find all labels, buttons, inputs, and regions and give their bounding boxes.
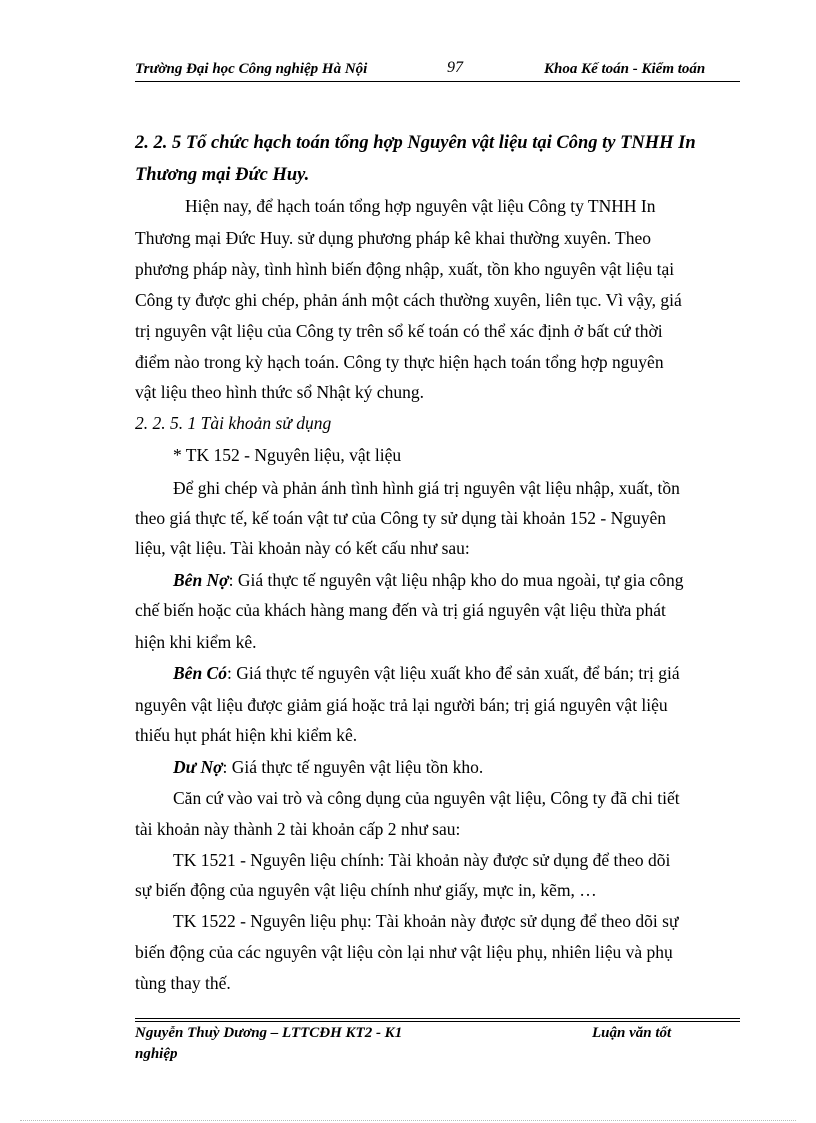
detail-line: Căn cứ vào vai trò và công dụng của nguyên vật liệu, Công ty đã chi tiết xyxy=(173,788,680,808)
tk152-line: * TK 152 - Nguyên liệu, vật liệu xyxy=(173,445,402,465)
section-title-line-1: 2. 2. 5 Tổ chức hạch toán tổng hợp Nguyên vật liệu tại Công ty TNHH In xyxy=(135,133,696,153)
footer-thesis-cont: nghiệp xyxy=(135,1046,178,1062)
ben-co-text: : Giá thực tế nguyên vật liệu xuất kho để sản xuất, để bán; trị giá xyxy=(226,663,680,683)
ben-co-line: thiếu hụt phát hiện khi kiểm kê. xyxy=(135,725,358,745)
du-no-label: Dư Nợ xyxy=(173,757,223,777)
header-rule xyxy=(135,81,740,82)
tk1522-line: tùng thay thế. xyxy=(135,973,231,993)
header-faculty: Khoa Kế toán - Kiểm toán xyxy=(544,61,706,77)
du-no-text: : Giá thực tế nguyên vật liệu tồn kho. xyxy=(222,757,484,777)
tk1522-line: TK 1522 - Nguyên liệu phụ: Tài khoản này được sử dụng để theo dõi sự xyxy=(173,911,679,931)
page-edge-dots xyxy=(20,1120,796,1121)
detail-line: tài khoản này thành 2 tài khoản cấp 2 như sau: xyxy=(135,819,461,839)
ben-co-line: nguyên vật liệu được giảm giá hoặc trả lại người bán; trị giá nguyên vật liệu xyxy=(135,695,668,715)
ben-co-label: Bên Có xyxy=(173,663,227,683)
footer-rule-bottom xyxy=(135,1021,740,1022)
intro-line: Thương mại Đức Huy. sử dụng phương pháp kê khai thường xuyên. Theo xyxy=(135,228,652,248)
desc-line: Để ghi chép và phản ánh tình hình giá trị nguyên vật liệu nhập, xuất, tồn xyxy=(173,478,680,498)
page-number: 97 xyxy=(447,59,463,76)
intro-line: phương pháp này, tình hình biến động nhập, xuất, tồn kho nguyên vật liệu tại xyxy=(135,259,675,279)
ben-co-line xyxy=(173,663,779,684)
section-title-line-2: Thương mại Đức Huy. xyxy=(135,165,310,185)
tk1521-line: sự biến động của nguyên vật liệu chính như giấy, mực in, kẽm, … xyxy=(135,880,597,900)
footer-thesis: Luận văn tốt xyxy=(592,1025,672,1041)
ben-no-label: Bên Nợ xyxy=(173,570,229,590)
ben-no-line xyxy=(173,570,779,591)
intro-line: trị nguyên vật liệu của Công ty trên sổ kế toán có thể xác định ở bất cứ thời xyxy=(135,321,663,341)
desc-line: theo giá thực tế, kế toán vật tư của Công ty sử dụng tài khoản 152 - Nguyên xyxy=(135,508,666,528)
footer-author: Nguyễn Thuỳ Dương – LTTCĐH KT2 - K1 xyxy=(135,1025,403,1041)
intro-line: Hiện nay, để hạch toán tổng hợp nguyên vật liệu Công ty TNHH In xyxy=(185,196,656,216)
ben-no-line: hiện khi kiểm kê. xyxy=(135,632,257,652)
subsection-title: 2. 2. 5. 1 Tài khoản sử dụng xyxy=(135,413,332,433)
intro-line: vật liệu theo hình thức sổ Nhật ký chung. xyxy=(135,382,424,402)
du-no-line xyxy=(173,757,779,778)
desc-line: liệu, vật liệu. Tài khoản này có kết cấu như sau: xyxy=(135,538,470,558)
tk1522-line: biến động của các nguyên vật liệu còn lại như vật liệu phụ, nhiên liệu và phụ xyxy=(135,942,673,962)
ben-no-line: chế biến hoặc của khách hàng mang đến và trị giá nguyên vật liệu thừa phát xyxy=(135,600,666,620)
header-school: Trường Đại học Công nghiệp Hà Nội xyxy=(135,61,368,77)
intro-line: Công ty được ghi chép, phản ánh một cách thường xuyên, liên tục. Vì vậy, giá xyxy=(135,290,682,310)
intro-line: điểm nào trong kỳ hạch toán. Công ty thực hiện hạch toán tổng hợp nguyên xyxy=(135,352,664,372)
tk1521-line: TK 1521 - Nguyên liệu chính: Tài khoản này được sử dụng để theo dõi xyxy=(173,850,671,870)
footer-rule-top xyxy=(135,1018,740,1019)
ben-no-text: : Giá thực tế nguyên vật liệu nhập kho do mua ngoài, tự gia công xyxy=(228,570,684,590)
